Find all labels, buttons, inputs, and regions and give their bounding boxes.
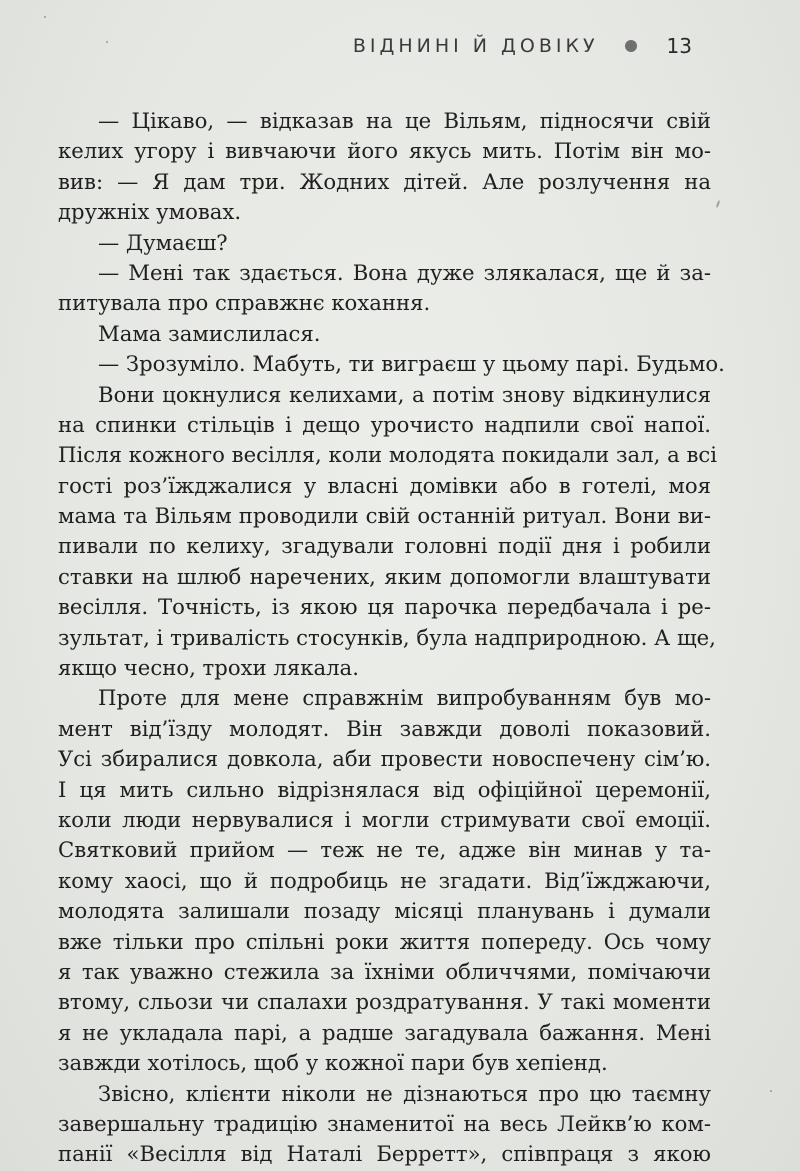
text-line: весілля. Точність, із якою ця парочка передбачала і ре- bbox=[58, 594, 711, 620]
text-line: — Зрозуміло. Мабуть, ти виграєш у цьому парі. Будьмо. bbox=[98, 351, 725, 377]
text-line: І ця мить сильно відрізнялася від офіційної церемонії, bbox=[58, 776, 711, 802]
text-line: дружніх умовах. bbox=[58, 199, 242, 225]
text-line: на спинки стільців і дещо урочисто надпили свої напої. bbox=[58, 411, 711, 437]
running-title: ВІДНИНІ Й ДОВІКУ bbox=[352, 35, 599, 57]
text-line: пивали по келиху, згадували головні події дня і робили bbox=[58, 533, 711, 559]
text-line: Вони цокнулися келихами, а потім знову відкинулися bbox=[98, 381, 711, 407]
text-line: Мама замислилася. bbox=[98, 320, 321, 346]
body-text bbox=[58, 106, 725, 1170]
text-line: питувала про справжнє кохання. bbox=[58, 290, 431, 316]
text-line: коли люди нервувалися і могли стримувати свої емоції. bbox=[58, 806, 711, 832]
bullet-dot-icon bbox=[625, 40, 637, 52]
text-line: вив: — Я дам три. Жодних дітей. Але розлучення на bbox=[58, 168, 711, 194]
text-line: келих угору і вивчаючи його якусь мить. Потім він мо- bbox=[58, 138, 711, 164]
text-line: я не укладала парі, а радше загадувала бажання. Мені bbox=[58, 1019, 711, 1045]
paper-speck bbox=[770, 1090, 772, 1092]
text-line: завжди хотілось, щоб у кожної пари був хепіенд. bbox=[58, 1050, 608, 1076]
text-line: Проте для мене справжнім випробуванням був мо- bbox=[98, 685, 711, 711]
paper-speck bbox=[716, 200, 721, 208]
text-line: завершальну традицію знаменитої на весь Лейкв’ю ком- bbox=[58, 1110, 711, 1136]
text-line: Святковий прийом — теж не те, адже він минав у та- bbox=[58, 837, 711, 863]
paper-speck bbox=[106, 41, 108, 43]
text-line: якщо чесно, трохи лякала. bbox=[58, 655, 359, 681]
text-line: мент від’їзду молодят. Він завжди доволі показовий. bbox=[58, 715, 711, 741]
text-line: Після кожного весілля, коли молодята покидали зал, а всі bbox=[58, 442, 718, 468]
text-line: панії «Весілля від Наталі Берретт», співпраця з якою bbox=[58, 1141, 711, 1167]
text-line: — Думаєш? bbox=[98, 229, 228, 255]
text-line: — Мені так здається. Вона дуже злякалася, ще й за- bbox=[98, 259, 711, 285]
paper-speck bbox=[44, 16, 46, 18]
text-line: вже тільки про спільні роки життя попереду. Ось чому bbox=[58, 928, 711, 954]
text-line: ставки на шлюб наречених, яким допомогли влаштувати bbox=[58, 563, 711, 589]
text-line: кому хаосі, що й подробиць не згадати. Від’їжджаючи, bbox=[58, 867, 711, 893]
text-line: Звісно, клієнти ніколи не дізнаються про цю таємну bbox=[98, 1080, 711, 1106]
text-line: зультат, і тривалість стосунків, була надприродною. А ще, bbox=[58, 624, 716, 650]
text-line: я так уважно стежила за їхніми обличчями, помічаючи bbox=[58, 958, 711, 984]
running-head bbox=[353, 34, 692, 58]
page-number: 13 bbox=[666, 34, 692, 58]
text-line: втому, сльози чи спалахи роздратування. У такі моменти bbox=[58, 989, 711, 1015]
text-line: Усі збиралися довкола, аби провести новоспечену сім’ю. bbox=[58, 746, 711, 772]
text-line: мама та Вільям проводили свій останній ритуал. Вони ви- bbox=[58, 503, 711, 529]
text-line: — Цікаво, — відказав на це Вільям, підносячи свій bbox=[98, 108, 711, 133]
text-line: гості роз’їжджалися у власні домівки або в готелі, моя bbox=[58, 472, 711, 498]
text-line: молодята залишали позаду місяці планувань і думали bbox=[58, 898, 711, 924]
